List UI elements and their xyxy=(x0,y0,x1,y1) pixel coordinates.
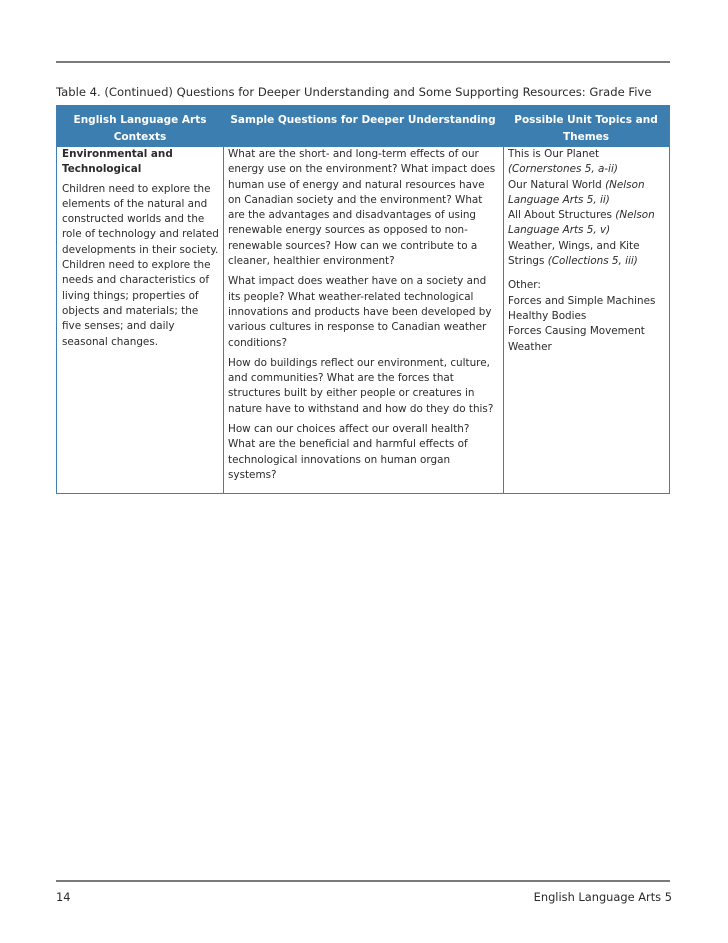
topic-source: (Collections 5, iii) xyxy=(547,255,638,268)
context-paragraph: Children need to explore the elements of the natural and constructed worlds and the role of technology and related developments in their society. Children need to explore the needs and characteristics of living things; properties of objects and materials; the five senses; and daily seasonal changes. xyxy=(62,182,219,348)
topic-source: (Cornerstones 5, a-ii) xyxy=(508,163,618,176)
question-paragraph-weather: What impact does weather have on a society and its people? What weather-related technological innovations and products have been developed by various cultures in response to Canadian weather conditions? xyxy=(228,275,492,349)
topics-cell xyxy=(504,147,669,355)
topic-item xyxy=(508,239,665,270)
topic-title: This is Our Planet xyxy=(508,148,600,160)
other-topic-item: Forces Causing Movement xyxy=(508,325,645,338)
contexts-cell xyxy=(57,147,223,355)
resources-table xyxy=(56,105,670,494)
topic-title: Our Natural World xyxy=(508,178,602,191)
question-paragraph-health: How can our choices affect our overall health? What are the beneficial and harmful effects of technological innovations on human organ systems? xyxy=(228,423,470,481)
context-heading: Environmental and Technological xyxy=(62,148,173,176)
table-caption: Table 4. (Continued) Questions for Deeper Understanding and Some Supporting Resources: Grade Five xyxy=(56,85,652,99)
header-topics: Possible Unit Topics and Themes xyxy=(514,114,658,143)
question-paragraph-buildings: How do buildings reflect our environment, culture, and communities? What are the forces that structures built by either people or creatures in nature have to withstand and how do they do this? xyxy=(228,356,494,415)
top-rule xyxy=(56,61,670,63)
topic-title: Weather, Wings, and Kite Strings xyxy=(508,239,640,268)
other-topic-item: Weather xyxy=(508,340,552,353)
question-paragraph-energy: What are the short- and long-term effects of our energy use on the environment? What impact does human use of energy and natural resources have on Canadian society and the environment? What are the advantages and disadvantages of using renewable energy sources as opposed to non-renewable sources? How can we contribute to a cleaner, healthier environment? xyxy=(228,148,496,268)
topic-item xyxy=(508,147,665,178)
footer-title: English Language Arts 5 xyxy=(533,890,672,904)
topic-source: (Nelson Language Arts 5, v) xyxy=(508,209,655,237)
topic-item xyxy=(508,178,665,209)
topic-title: All About Structures xyxy=(508,209,612,222)
page-number: 14 xyxy=(56,890,71,904)
other-topic-item: Forces and Simple Machines xyxy=(508,294,656,307)
topic-item xyxy=(508,208,665,239)
header-contexts: English Language Arts Contexts xyxy=(73,114,207,143)
other-label: Other: xyxy=(508,279,541,292)
other-topic-item: Healthy Bodies xyxy=(508,309,587,322)
topic-source: (Nelson Language Arts 5, ii) xyxy=(508,178,645,206)
table-header-row xyxy=(57,106,669,147)
topic-gap xyxy=(508,269,665,278)
bottom-rule xyxy=(56,880,670,882)
questions-cell xyxy=(224,147,503,488)
header-questions: Sample Questions for Deeper Understanding xyxy=(230,114,496,126)
